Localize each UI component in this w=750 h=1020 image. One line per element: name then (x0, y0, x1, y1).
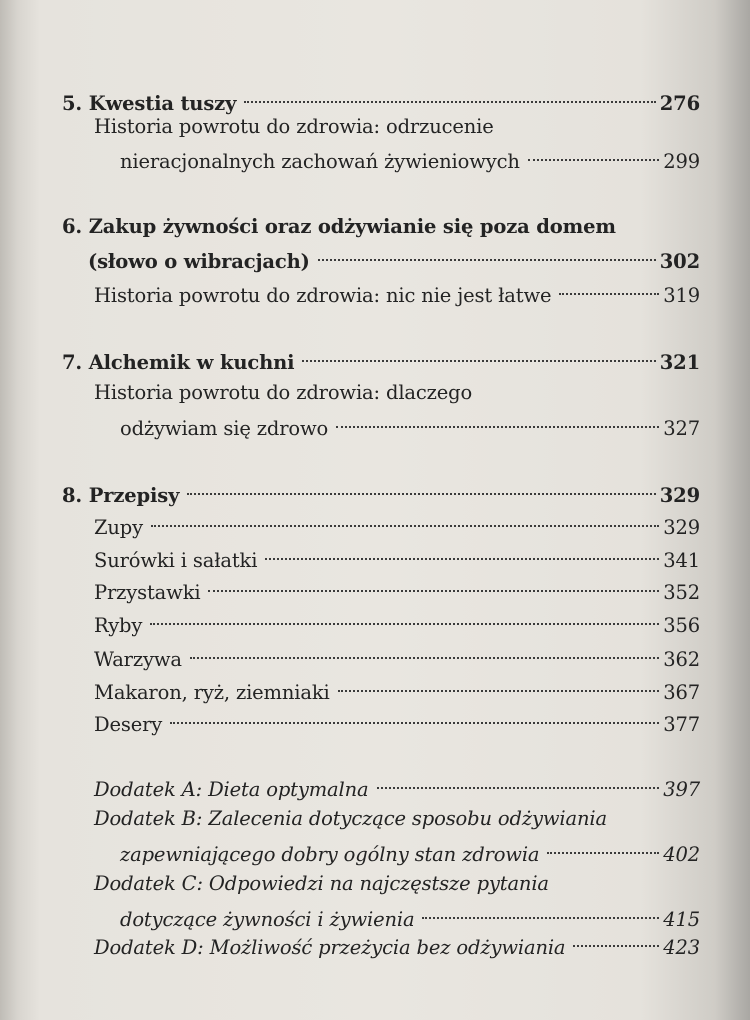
entry-title: Dodatek D: Możliwość przeżycia bez odżywiania (94, 936, 566, 959)
dot-leader (170, 698, 659, 724)
page-number: 299 (663, 150, 700, 173)
entry-title: Makaron, ryż, ziemniaki (94, 681, 330, 704)
dot-leader (244, 77, 655, 103)
dot-leader (377, 763, 660, 789)
page-number: 423 (663, 936, 700, 959)
page-number: 356 (663, 614, 700, 637)
dot-leader (302, 336, 655, 362)
entry-title: (słowo o wibracjach) (88, 250, 310, 273)
page-number: 319 (663, 284, 700, 307)
toc-entry-sub[interactable] (0, 705, 750, 739)
page-number: 341 (663, 549, 700, 572)
entry-title: Przystawki (94, 581, 201, 604)
dot-leader (265, 534, 659, 560)
entry-title: 8. Przepisy (62, 484, 180, 507)
entry-title: 5. Kwestia tuszy (62, 92, 237, 115)
dot-leader (190, 633, 659, 659)
page-number: 352 (663, 581, 700, 604)
dot-leader (422, 893, 659, 919)
entry-title: Surówki i sałatki (94, 549, 258, 572)
entry-title-line: Dodatek B: Zalecenia dotyczące sposobu odżywiania (94, 807, 607, 830)
entry-title: 7. Alchemik w kuchni (62, 351, 295, 374)
entry-title: nieracjonalnych zachowań żywieniowych (120, 150, 520, 173)
toc-entry-chapter-6[interactable] (0, 210, 750, 276)
entry-title: Desery (94, 713, 163, 736)
dot-leader (336, 402, 659, 428)
toc-entry-appendix-d[interactable] (0, 928, 750, 962)
dot-leader (318, 235, 656, 261)
entry-title: Historia powrotu do zdrowia: nic nie jest łatwe (94, 284, 552, 307)
dot-leader (338, 666, 660, 692)
dot-leader (528, 135, 659, 161)
dot-leader (151, 501, 659, 527)
page-number: 367 (663, 681, 700, 704)
toc-entry-story-6[interactable] (0, 276, 750, 310)
entry-title: Dodatek A: Dieta optymalna (94, 778, 369, 801)
page-number: 397 (663, 778, 700, 801)
entry-title: Zupy (94, 516, 144, 539)
entry-title-line: Dodatek C: Odpowiedzi na najczęstsze pytania (94, 872, 549, 895)
page-number: 329 (663, 516, 700, 539)
entry-title-line: 6. Zakup żywności oraz odżywianie się poza domem (62, 215, 616, 238)
dot-leader (208, 566, 659, 592)
page-number: 327 (663, 417, 700, 440)
page-number: 276 (659, 92, 700, 115)
entry-title: odżywiam się zdrowo (120, 417, 329, 440)
toc-entry-chapter-7[interactable] (0, 343, 750, 377)
toc-entry-story-7[interactable] (0, 376, 750, 442)
dot-leader (150, 599, 659, 625)
dot-leader (559, 269, 659, 295)
entry-title: Ryby (94, 614, 143, 637)
entry-title: zapewniającego dobry ogólny stan zdrowia (120, 843, 540, 866)
page-number: 329 (659, 484, 700, 507)
entry-title: Warzywa (94, 648, 182, 671)
dot-leader (187, 469, 655, 495)
page-number: 362 (663, 648, 700, 671)
dot-leader (547, 828, 659, 854)
entry-title-line: Historia powrotu do zdrowia: dlaczego (94, 381, 473, 404)
entry-title-line: Historia powrotu do zdrowia: odrzucenie (94, 115, 494, 138)
dot-leader (573, 921, 659, 947)
page-number: 402 (663, 843, 700, 866)
entry-title: dotyczące żywności i żywienia (120, 908, 415, 931)
toc-entry-story-5[interactable] (0, 110, 750, 176)
page-number: 377 (663, 713, 700, 736)
page-number: 302 (659, 250, 700, 273)
page-number: 321 (659, 351, 700, 374)
page-number: 415 (663, 908, 700, 931)
toc-entry-appendix-b[interactable] (0, 802, 750, 868)
toc-entry-appendix-a[interactable] (0, 770, 750, 804)
